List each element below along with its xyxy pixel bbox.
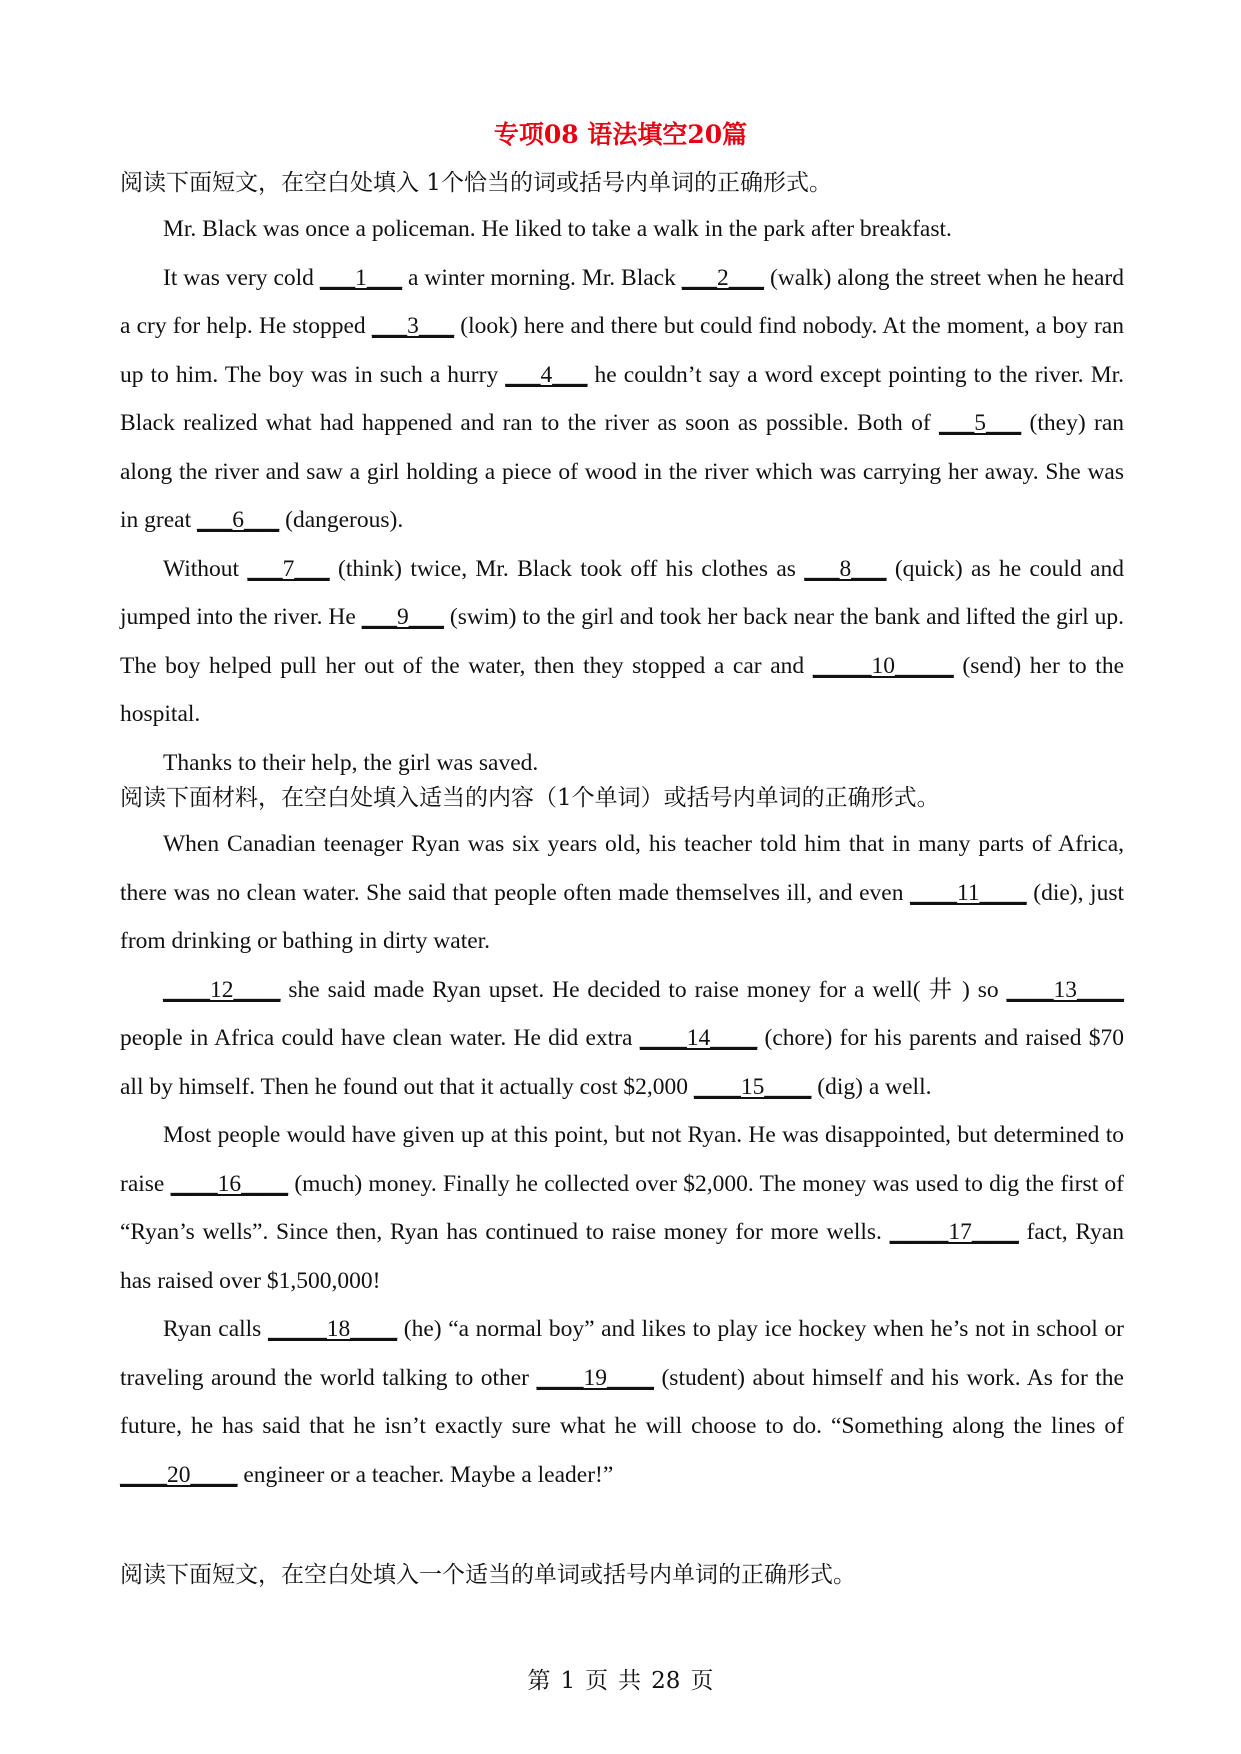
blank-16[interactable]: ____16____ <box>170 1170 289 1197</box>
blank-18[interactable]: _____18____ <box>267 1316 398 1342</box>
text-run: a winter morning. Mr. Black <box>402 264 682 291</box>
blank-12[interactable]: ____12____ <box>163 976 281 1003</box>
section2-paragraph-3 <box>120 1111 1124 1305</box>
blank-9[interactable]: ___9___ <box>361 604 444 630</box>
text-run: (he) “a normal boy” and likes to play ice hockey when he’s not in school or traveling around the world talking to other <box>120 1316 1124 1391</box>
text-run: (dig) a well. <box>811 1073 932 1100</box>
footer-di: 第 <box>527 1668 551 1694</box>
blank-14[interactable]: ____14____ <box>639 1025 758 1051</box>
footer-ye2: 页 <box>690 1668 714 1694</box>
footer-page-number: 1 <box>560 1668 576 1694</box>
text-run: (send) her to the hospital. <box>120 652 1124 727</box>
section1-paragraph-4: Thanks to their help, the girl was saved. <box>163 749 539 776</box>
text-run: Without <box>163 555 248 582</box>
text-run: Ryan calls <box>163 1316 268 1342</box>
text-run: (quick) as he could and jumped into the river. He <box>120 555 1124 630</box>
text-run: (walk) along the street when he heard a cry for help. He stopped <box>120 264 1124 339</box>
section2-paragraph-2 <box>120 966 1124 1112</box>
blank-1[interactable]: ___1___ <box>319 264 403 291</box>
section2-paragraph-1 <box>120 820 1124 966</box>
text-run: (much) money. Finally he collected over $2,000. The money was used to dig the first of “Ryan’s wells”. Since then, Ryan has continued to raise money for more wells. <box>120 1170 1124 1245</box>
section1-passage <box>120 205 1124 787</box>
footer-total-pages: 28 <box>651 1668 681 1694</box>
section3-instruction: 阅读下面短文，在空白处填入一个适当的单词或括号内单词的正确形式。 <box>120 1562 856 1588</box>
section1-paragraph-2 <box>120 254 1124 545</box>
blank-4[interactable]: ___4___ <box>505 361 588 388</box>
blank-11[interactable]: ____11____ <box>910 879 1027 906</box>
section2-paragraph-4 <box>120 1305 1124 1499</box>
text-run: It was very cold <box>163 264 320 291</box>
blank-6[interactable]: ___6___ <box>197 507 280 533</box>
section1-paragraph-1: Mr. Black was once a policeman. He liked to take a walk in the park after breakfast. <box>163 216 952 242</box>
blank-8[interactable]: ___8___ <box>804 555 887 582</box>
footer-gong: 共 <box>618 1668 642 1694</box>
blank-19[interactable]: ____19____ <box>536 1364 654 1391</box>
blank-3[interactable]: ___3___ <box>371 313 455 339</box>
text-run: (look) here and there but could find nobody. At the moment, a boy ran up to him. The boy was in such a hurry <box>120 313 1124 388</box>
blank-17[interactable]: _____17____ <box>889 1219 1019 1245</box>
text-run: When Canadian teenager Ryan was six years old, his teacher told him that in many parts of Africa, there was no clean water. She said that people often made themselves ill, and even <box>120 831 1124 906</box>
text-run: he couldn’t say a word except pointing to the river. Mr. Black realized what had happened and ran to the river as soon as possible. Both of <box>120 361 1124 436</box>
blank-15[interactable]: ____15____ <box>693 1073 812 1100</box>
text-run: people in Africa could have clean water. He did extra <box>120 1025 640 1051</box>
section2-instruction: 阅读下面材料，在空白处填入适当的内容（1个单词）或括号内单词的正确形式。 <box>120 785 940 811</box>
text-run: (think) twice, Mr. Black took off his clothes as <box>329 555 805 582</box>
blank-10[interactable]: _____10_____ <box>812 652 954 679</box>
text-run: fact, Ryan has raised over $1,500,000! <box>120 1219 1124 1294</box>
text-run: (they) ran along the river and saw a girl holding a piece of wood in the river which was carrying her away. She was in great <box>120 410 1124 533</box>
blank-7[interactable]: ___7___ <box>247 555 330 582</box>
text-run: (student) about himself and his work. As for the future, he has said that he isn’t exactly sure what he will choose to do. “Something along the lines of <box>120 1364 1124 1439</box>
blank-5[interactable]: ___5___ <box>938 410 1022 436</box>
text-run: (dangerous). <box>279 507 404 533</box>
blank-13[interactable]: ____13____ <box>1006 976 1124 1003</box>
footer-ye: 页 <box>585 1668 609 1694</box>
page-footer <box>0 1666 1241 1696</box>
document-title: 专项08 语法填空20篇 <box>493 120 748 149</box>
section1-paragraph-3 <box>120 545 1124 739</box>
text-run: engineer or a teacher. Maybe a leader!” <box>237 1461 614 1488</box>
text-run: (die), just from drinking or bathing in dirty water. <box>120 879 1124 954</box>
text-run: (chore) for his parents and raised $70 all by himself. Then he found out that it actually cost $2,000 <box>120 1025 1124 1100</box>
section2-passage <box>120 820 1124 1499</box>
text-run: she said made Ryan upset. He decided to raise money for a well( 井 ) so <box>280 976 1007 1003</box>
text-run: (swim) to the girl and took her back near the bank and lifted the girl up. The boy helped pull her out of the water, then they stopped a car and <box>120 604 1124 679</box>
section1-instruction: 阅读下面短文，在空白处填入 1个恰当的词或括号内单词的正确形式。 <box>120 170 832 196</box>
text-run: Most people would have given up at this point, but not Ryan. He was disappointed, but determined to raise <box>120 1122 1124 1197</box>
blank-2[interactable]: ___2___ <box>681 264 765 291</box>
blank-20[interactable]: ____20____ <box>120 1461 238 1488</box>
